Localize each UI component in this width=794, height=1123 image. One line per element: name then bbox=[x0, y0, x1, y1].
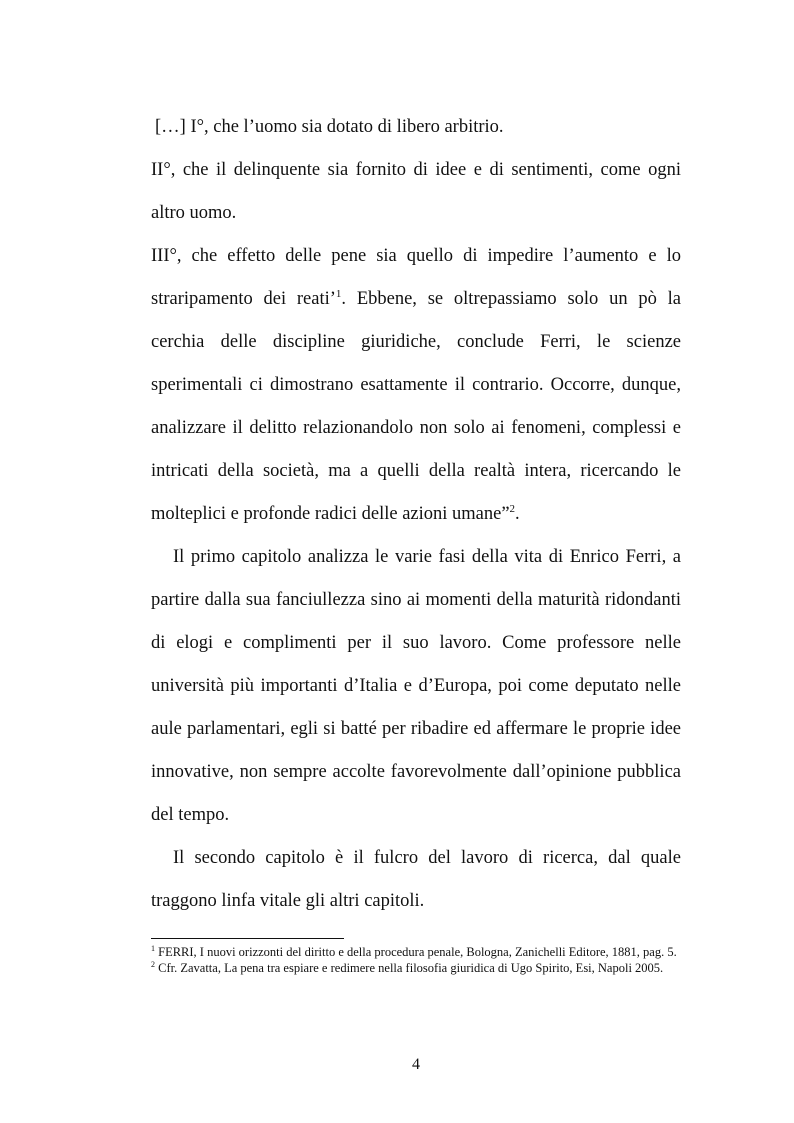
footnote-1 bbox=[151, 945, 681, 961]
quote-line-1-text: […] I°, che l’uomo sia dotato di libero arbitrio. bbox=[155, 117, 504, 137]
quote-paragraph-3 bbox=[151, 235, 681, 536]
footnote-ref-2[interactable]: 2 bbox=[509, 502, 516, 515]
footnote-2-text: Cfr. Zavatta, La pena tra espiare e redimere nella filosofia giuridica di Ugo Spirito, Esi, Napoli 2005. bbox=[155, 960, 664, 975]
footnotes bbox=[151, 945, 681, 976]
quote-line-3-text: III°, che effetto delle pene sia quello di impedire l’aumento e lo straripamento dei reati’ bbox=[151, 246, 681, 309]
footnote-1-text: FERRI, I nuovi orizzonti del diritto e della procedura penale, Bologna, Zanichelli Editore, 1881, pag. 5. bbox=[155, 945, 677, 959]
paragraph-first-chapter-text: Il primo capitolo analizza le varie fasi della vita di Enrico Ferri, a partire dalla sua fanciullezza sino ai momenti della maturità ridondanti di elogi e complimenti per il suo lavoro. Come professore nelle università più importanti d’Italia e d’Europa, poi come deputato nelle aule parlamentari, egli si batté per ribadire ed affermare le proprie idee innovative, non sempre accolte favorevolmente dall’opinione pubblica del tempo. bbox=[151, 547, 681, 825]
paragraph-first-chapter bbox=[151, 536, 681, 837]
paragraph-second-chapter bbox=[151, 837, 681, 923]
body-text bbox=[151, 106, 681, 923]
paragraph-second-chapter-text: Il secondo capitolo è il fulcro del lavoro di ricerca, dal quale traggono linfa vitale gli altri capitoli. bbox=[151, 848, 681, 911]
quote-line-3-continuation: . Ebbene, se oltrepassiamo solo un pò la cerchia delle discipline giuridiche, conclude Ferri, le scienze sperimentali ci dimostrano esattamente il contrario. Occorre, dunque, analizzare il delitto relazionandolo non solo ai fenomeni, complessi e intricati della società, ma a quelli della realtà intera, ricercando le molteplici e profonde radici delle azioni umane” bbox=[151, 289, 682, 524]
footnote-ref-1[interactable]: 1 bbox=[335, 287, 342, 300]
quote-line-3-end: . bbox=[515, 504, 520, 524]
page-number: 4 bbox=[412, 1056, 420, 1073]
footnote-2 bbox=[151, 961, 681, 977]
quote-line-2-text: II°, che il delinquente sia fornito di idee e di sentimenti, come ogni altro uomo. bbox=[151, 160, 681, 223]
quote-paragraph-1 bbox=[151, 106, 681, 149]
footnote-1-marker: 1 bbox=[151, 943, 155, 953]
quote-paragraph-2 bbox=[151, 149, 681, 235]
footnote-2-marker: 2 bbox=[151, 959, 155, 969]
footnote-separator bbox=[151, 938, 344, 939]
